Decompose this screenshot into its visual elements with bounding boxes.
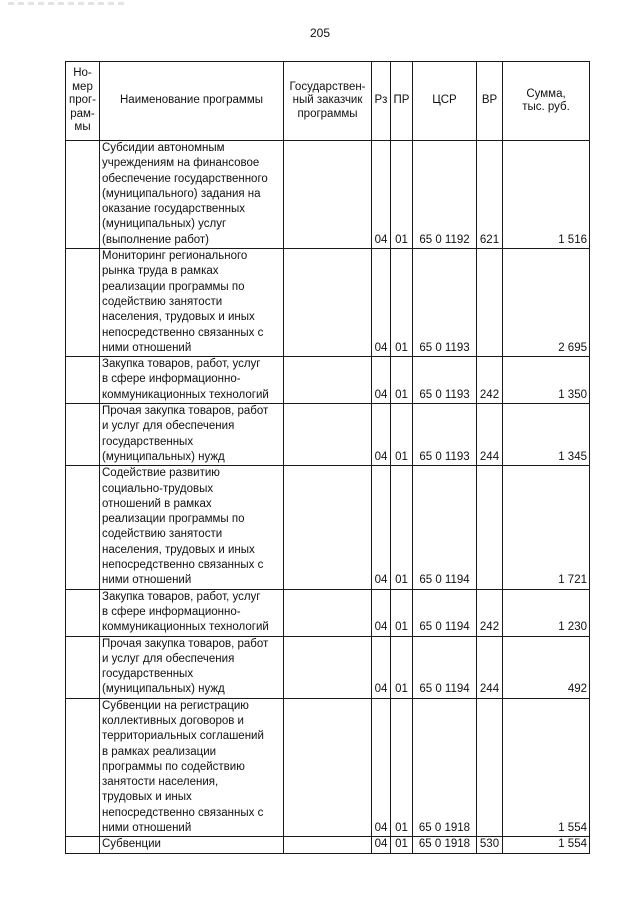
cell-pr: 01 xyxy=(391,589,413,636)
cell-vr: 244 xyxy=(477,636,503,698)
cell-rz: 04 xyxy=(372,466,391,589)
cell-rz: 04 xyxy=(372,698,391,837)
cell-csr: 65 0 1194 xyxy=(413,589,477,636)
scan-artifact xyxy=(8,2,128,5)
cell-sum: 1 516 xyxy=(503,141,590,249)
table-body xyxy=(66,141,590,854)
cell-program-number xyxy=(66,837,100,853)
cell-vr: 621 xyxy=(477,141,503,249)
cell-sum: 1 350 xyxy=(503,357,590,404)
cell-csr: 65 0 1193 xyxy=(413,249,477,357)
cell-csr: 65 0 1194 xyxy=(413,466,477,589)
cell-rz: 04 xyxy=(372,404,391,466)
cell-csr: 65 0 1193 xyxy=(413,357,477,404)
cell-pr: 01 xyxy=(391,249,413,357)
cell-pr: 01 xyxy=(391,466,413,589)
table-row xyxy=(66,636,590,698)
cell-program-number xyxy=(66,249,100,357)
cell-sum: 1 554 xyxy=(503,698,590,837)
cell-sum: 1 230 xyxy=(503,589,590,636)
table-row xyxy=(66,837,590,853)
cell-program-number xyxy=(66,589,100,636)
table-row xyxy=(66,141,590,249)
cell-csr: 65 0 1193 xyxy=(413,404,477,466)
header-vr: ВР xyxy=(477,62,503,141)
cell-program-name xyxy=(100,589,284,636)
cell-pr: 01 xyxy=(391,636,413,698)
program-name-text: Прочая закупка товаров, работ и услуг для обеспечения государственных (муниципальных) нужд xyxy=(102,637,269,696)
cell-program-name xyxy=(100,404,284,466)
cell-program-name xyxy=(100,837,284,853)
cell-sum: 492 xyxy=(503,636,590,698)
program-name-text: Субвенции на регистрацию коллективных договоров и территориальных соглашений в рамках реализации программы по содействию занятости населения, трудовых и иных непосредственно связанных с ними отношений xyxy=(102,699,264,835)
cell-rz: 04 xyxy=(372,837,391,853)
cell-vr: 244 xyxy=(477,404,503,466)
cell-rz: 04 xyxy=(372,357,391,404)
program-name-text: Прочая закупка товаров, работ и услуг для обеспечения государственных (муниципальных) нужд xyxy=(102,405,269,463)
cell-state-customer xyxy=(284,357,372,404)
header-pr: ПР xyxy=(391,62,413,141)
cell-state-customer xyxy=(284,837,372,853)
cell-program-number xyxy=(66,141,100,249)
cell-program-number xyxy=(66,357,100,404)
header-program-number: Но- мер прог- рам- мы xyxy=(66,62,100,141)
cell-rz: 04 xyxy=(372,249,391,357)
table-row xyxy=(66,357,590,404)
cell-vr xyxy=(477,698,503,837)
cell-pr: 01 xyxy=(391,404,413,466)
header-csr: ЦСР xyxy=(413,62,477,141)
cell-rz: 04 xyxy=(372,589,391,636)
cell-state-customer xyxy=(284,404,372,466)
cell-state-customer xyxy=(284,141,372,249)
cell-state-customer xyxy=(284,466,372,589)
program-name-text: Мониторинг регионального рынка труда в рамках реализации программы по содействию занятости населения, трудовых и иных непосредственно связанных с ними отношений xyxy=(102,250,264,354)
header-rz: Рз xyxy=(372,62,391,141)
cell-program-name xyxy=(100,357,284,404)
header-state-customer: Государствен- ный заказчик программы xyxy=(284,62,372,141)
cell-csr: 65 0 1918 xyxy=(413,837,477,853)
cell-sum: 2 695 xyxy=(503,249,590,357)
cell-vr: 242 xyxy=(477,589,503,636)
cell-csr: 65 0 1918 xyxy=(413,698,477,837)
cell-program-name xyxy=(100,141,284,249)
cell-program-name xyxy=(100,466,284,589)
cell-state-customer xyxy=(284,589,372,636)
cell-state-customer xyxy=(284,636,372,698)
cell-csr: 65 0 1194 xyxy=(413,636,477,698)
cell-sum: 1 554 xyxy=(503,837,590,853)
program-name-text: Закупка товаров, работ, услуг в сфере информационно- коммуникационных технологий xyxy=(102,590,269,634)
cell-vr xyxy=(477,466,503,589)
table-row xyxy=(66,698,590,837)
program-name-text: Субсидии автономным учреждениям на финансовое обеспечение государственного (муниципального) задания на оказание государственных (муниципальных) услуг (выполнение работ) xyxy=(102,142,268,246)
cell-sum: 1 721 xyxy=(503,466,590,589)
table-row xyxy=(66,404,590,466)
cell-program-name xyxy=(100,636,284,698)
cell-pr: 01 xyxy=(391,698,413,837)
cell-program-number xyxy=(66,466,100,589)
cell-csr: 65 0 1192 xyxy=(413,141,477,249)
cell-state-customer xyxy=(284,698,372,837)
cell-pr: 01 xyxy=(391,357,413,404)
cell-rz: 04 xyxy=(372,636,391,698)
cell-program-name xyxy=(100,249,284,357)
program-name-text: Субвенции xyxy=(102,838,161,851)
program-name-text: Содействие развитию социально-трудовых отношений в рамках реализации программы по содействию занятости населения, трудовых и иных непосредственно связанных с ними отношений xyxy=(102,467,264,587)
cell-vr xyxy=(477,249,503,357)
cell-pr: 01 xyxy=(391,837,413,853)
table-row xyxy=(66,249,590,357)
cell-rz: 04 xyxy=(372,141,391,249)
table-row xyxy=(66,466,590,589)
cell-vr: 242 xyxy=(477,357,503,404)
cell-program-name xyxy=(100,698,284,837)
page-number: 205 xyxy=(309,26,331,40)
table-row xyxy=(66,589,590,636)
cell-program-number xyxy=(66,636,100,698)
cell-state-customer xyxy=(284,249,372,357)
cell-program-number xyxy=(66,698,100,837)
cell-vr: 530 xyxy=(477,837,503,853)
program-name-text: Закупка товаров, работ, услуг в сфере информационно- коммуникационных технологий xyxy=(102,358,269,401)
cell-sum: 1 345 xyxy=(503,404,590,466)
table-header-row xyxy=(66,62,590,141)
cell-pr: 01 xyxy=(391,141,413,249)
header-sum: Сумма, тыс. руб. xyxy=(503,62,590,141)
budget-program-table xyxy=(65,61,590,854)
cell-program-number xyxy=(66,404,100,466)
header-program-name: Наименование программы xyxy=(100,62,284,141)
